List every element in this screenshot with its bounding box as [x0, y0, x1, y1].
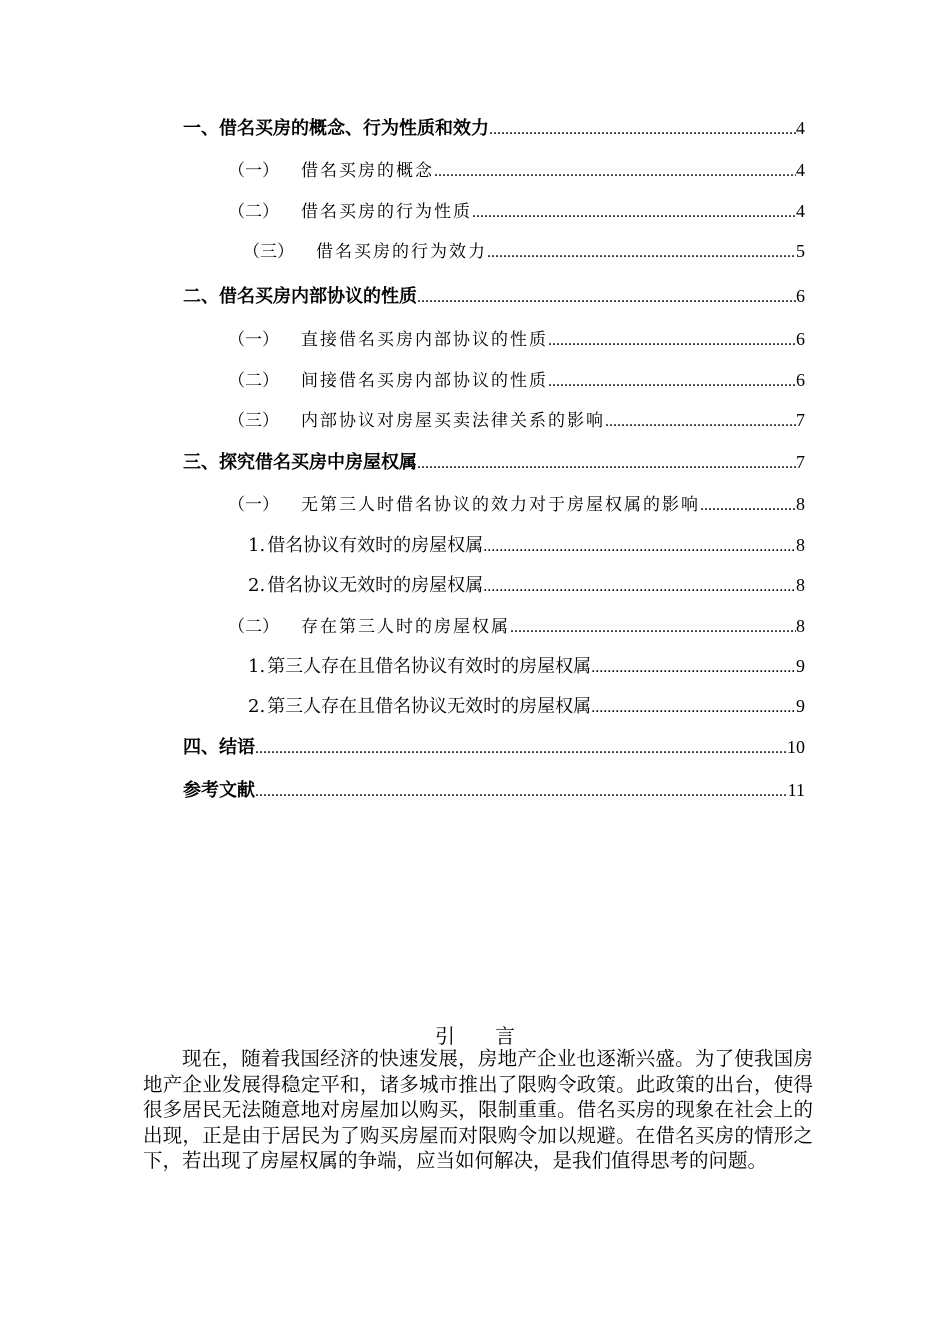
toc-entry-label: 借名买房的概念 [301, 161, 434, 181]
toc-entry-label: 三、探究借名买房中房屋权属 [183, 452, 417, 473]
toc-entry-number: （二） [228, 371, 279, 391]
toc-page-number: 6 [796, 329, 805, 349]
toc-entry-label: 直接借名买房内部协议的性质 [301, 330, 548, 350]
toc-entry-1-2[interactable] [228, 197, 805, 225]
toc-page-number: 6 [796, 370, 805, 390]
toc-leader-dots [472, 199, 796, 227]
toc-entry-1-1[interactable] [228, 156, 805, 184]
toc-entry-label: 借名协议无效时的房屋权属 [267, 575, 484, 596]
toc-entry-label: 借名协议有效时的房屋权属 [267, 535, 484, 556]
toc-leader-dots [605, 408, 796, 436]
toc-entry-number: （三） [228, 411, 279, 431]
toc-entry-3-1-1[interactable] [248, 531, 805, 559]
toc-entry-number: 2. [248, 696, 266, 717]
toc-entry-number: （三） [243, 242, 294, 262]
toc-entry-number: （一） [228, 161, 279, 181]
toc-page-number: 8 [796, 616, 805, 636]
toc-leader-dots [483, 573, 796, 601]
intro-heading: 引言 [435, 1024, 555, 1048]
toc-leader-dots [591, 694, 796, 722]
toc-page-number: 5 [796, 241, 805, 261]
toc-entry-2-1[interactable] [228, 325, 805, 353]
toc-entry-label: 参考文献 [183, 780, 255, 801]
toc-leader-dots [434, 158, 796, 186]
toc-entry-number: （二） [228, 617, 279, 637]
intro-paragraph: 现在，随着我国经济的快速发展，房地产企业也逐渐兴盛。为了使我国房地产企业发展得稳定平和，诸多城市推出了限购令政策。此政策的出台，使得很多居民无法随意地对房屋加以购买，限制重重。借名买房的现象在社会上的出现，正是由于居民为了购买房屋而对限购令加以规避。在借名买房的情形之下，若出现了房屋权属的争端，应当如何解决，是我们值得思考的问题。 [143, 1047, 813, 1172]
toc-leader-dots [417, 450, 796, 478]
toc-page-number: 9 [796, 656, 805, 676]
toc-entry-label: 第三人存在且借名协议有效时的房屋权属 [267, 656, 592, 677]
toc-entry-label: 存在第三人时的房屋权属 [301, 617, 510, 637]
toc-page-number: 9 [796, 696, 805, 716]
toc-page-number: 7 [796, 452, 805, 472]
toc-entry-number: 1. [248, 535, 266, 556]
toc-entry-label: 借名买房的行为效力 [316, 242, 487, 262]
toc-page-number: 8 [796, 575, 805, 595]
toc-entry-label: 四、结语 [183, 737, 255, 758]
toc-entry-number: （一） [228, 330, 279, 350]
toc-leader-dots [548, 368, 796, 396]
toc-entry-number: 1. [248, 656, 266, 677]
toc-leader-dots [483, 533, 796, 561]
toc-page-number: 8 [796, 535, 805, 555]
toc-leader-dots [255, 778, 788, 806]
toc-entry-2-2[interactable] [228, 366, 805, 394]
toc-page-number: 7 [796, 410, 805, 430]
toc-entry-references[interactable] [183, 776, 805, 804]
toc-page-number: 8 [796, 494, 805, 514]
toc-entry-2[interactable] [183, 282, 805, 310]
toc-entry-label: 内部协议对房屋买卖法律关系的影响 [301, 411, 605, 431]
toc-leader-dots [489, 116, 796, 144]
toc-entry-label: 间接借名买房内部协议的性质 [301, 371, 548, 391]
toc-leader-dots [548, 327, 796, 355]
toc-page-number: 11 [787, 780, 805, 800]
toc-leader-dots [255, 735, 787, 763]
toc-page-number: 10 [787, 737, 805, 757]
toc-entry-2-3[interactable] [228, 406, 805, 434]
toc-leader-dots [417, 284, 796, 312]
toc-entry-3-1-2[interactable] [248, 571, 805, 599]
toc-entry-number: 2. [248, 575, 266, 596]
toc-entry-3-2-1[interactable] [248, 652, 805, 680]
toc-entry-label: 第三人存在且借名协议无效时的房屋权属 [267, 696, 592, 717]
toc-entry-3[interactable] [183, 448, 805, 476]
toc-page-number: 4 [796, 201, 805, 221]
toc-leader-dots [700, 492, 796, 520]
toc-entry-label: 借名买房的行为性质 [301, 202, 472, 222]
toc-entry-3-1[interactable] [228, 490, 805, 518]
toc-entry-3-2[interactable] [228, 612, 805, 640]
toc-page-number: 4 [796, 160, 805, 180]
toc-entry-1-3[interactable] [243, 237, 805, 265]
toc-entry-1[interactable] [183, 114, 805, 142]
toc-leader-dots [487, 239, 796, 267]
toc-leader-dots [591, 654, 796, 682]
toc-entry-number: （二） [228, 202, 279, 222]
toc-entry-3-2-2[interactable] [248, 692, 805, 720]
toc-page-number: 4 [796, 118, 805, 138]
toc-entry-label: 一、借名买房的概念、行为性质和效力 [183, 118, 489, 139]
toc-leader-dots [510, 614, 796, 642]
toc-page-number: 6 [796, 286, 805, 306]
toc-entry-label: 无第三人时借名协议的效力对于房屋权属的影响 [301, 495, 700, 515]
toc-entry-number: （一） [228, 495, 279, 515]
toc-entry-4[interactable] [183, 733, 805, 761]
toc-entry-label: 二、借名买房内部协议的性质 [183, 286, 417, 307]
